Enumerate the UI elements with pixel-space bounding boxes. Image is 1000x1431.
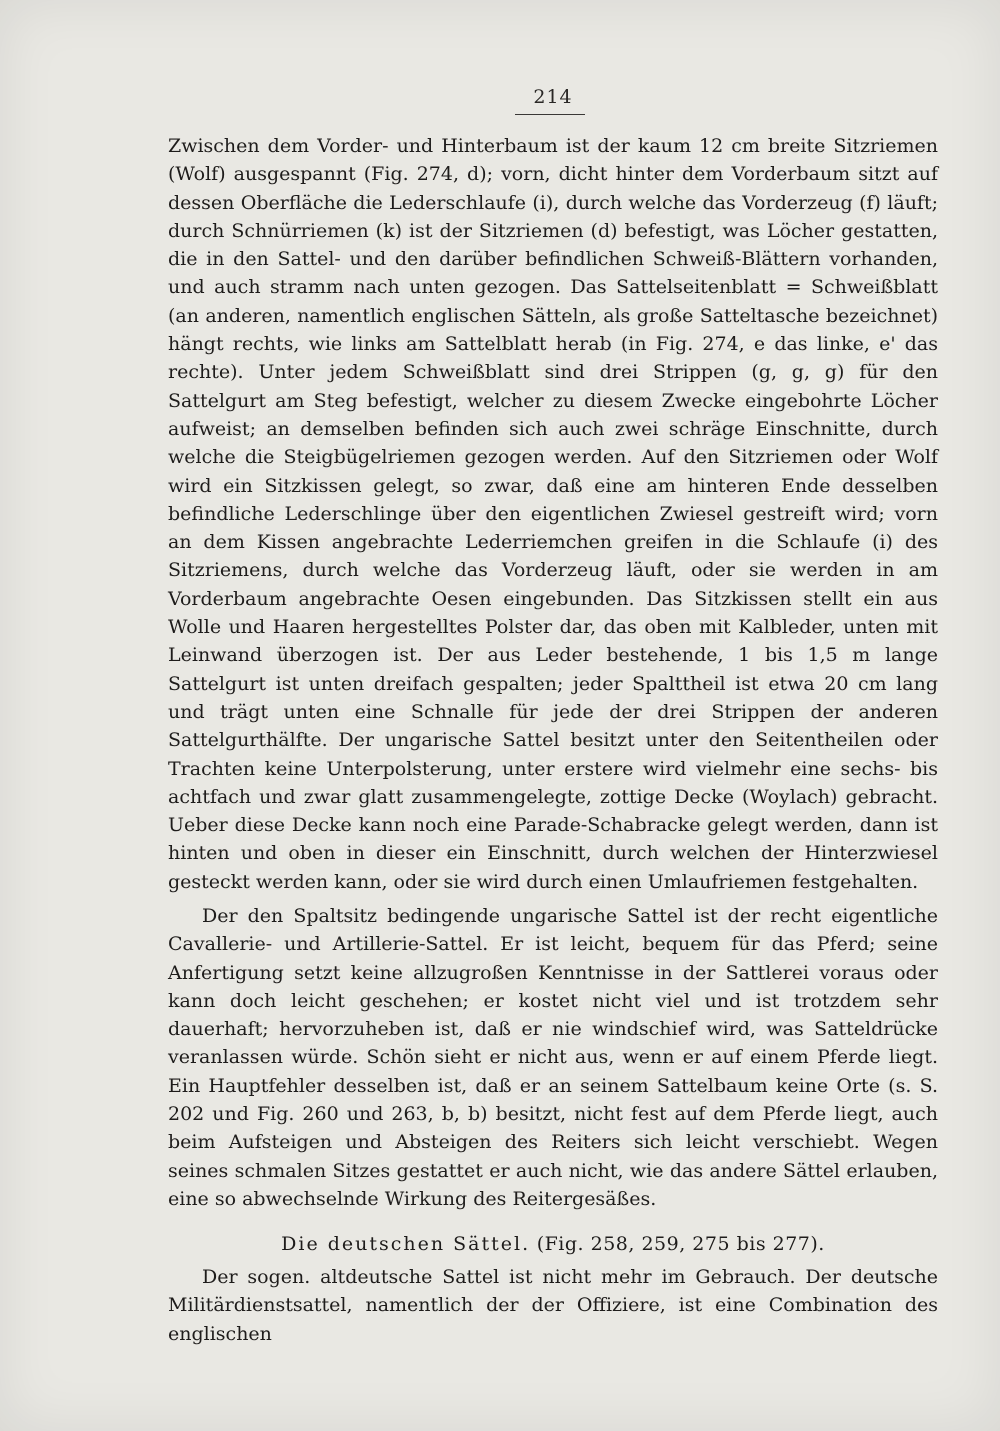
page-number: 214	[533, 86, 573, 108]
section-heading	[168, 1233, 938, 1255]
section-title: Die deutschen Sättel.	[281, 1233, 531, 1255]
paragraph-german-saddle: Der sogen. altdeutsche Sattel ist nicht mehr im Gebrauch. Der deutsche Militärdienstsattel, namentlich der der Offiziere, ist eine Combination des englischen	[168, 1266, 938, 1345]
main-text-continued	[168, 902, 938, 1213]
paragraph-saddle-construction: Zwischen dem Vorder- und Hinterbaum ist der kaum 12 cm breite Sitzriemen (Wolf) ausgespannt (Fig. 274, d); vorn, dicht hinter dem Vorderbaum sitzt auf dessen Oberfläche die Lederschlaufe (i), durch welche das Vorderzeug (f) läuft; durch Schnürriemen (k) ist der Sitzriemen (d) befestigt, was Löcher gestatten, die in den Sattel- und den darüber befindlichen Schweiß-Blättern vorhanden, und auch stramm nach unten gezogen. Das Sattelseitenblatt = Schweißblatt (an anderen, namentlich englischen Sätteln, als große Satteltasche bezeichnet) hängt rechts, wie links am Sattelblatt herab (in Fig. 274, e das linke, e' das rechte). Unter jedem Schweißblatt sind drei Strippen (g, g, g) für den Sattelgurt am Steg befestigt, welcher zu diesem Zwecke eingebohrte Löcher aufweist; an demselben befinden sich auch zwei schräge Einschnitte, durch welche die Steigbügelriemen gezogen werden. Auf den Sitzriemen oder Wolf wird ein Sitzkissen gelegt, so zwar, daß eine am hinteren Ende desselben befindliche Lederschlinge über den eigentlichen Zwiesel gestreift wird; vorn an dem Kissen angebrachte Lederriemchen greifen in die Schlaufe (i) des Sitzriemens, durch welche das Vorderzeug läuft, oder sie werden in am Vorderbaum angebrachte Oesen eingebunden. Das Sitzkissen stellt ein aus Wolle und Haaren hergestelltes Polster dar, das oben mit Kalbleder, unten mit Leinwand überzogen ist. Der aus Leder bestehende, 1 bis 1,5 m lange Sattelgurt ist unten dreifach gespalten; jeder Spalttheil ist etwa 20 cm lang und trägt unten eine Schnalle für jede der drei Strippen der anderen Sattelgurthälfte. Der ungarische Sattel besitzt unter den Seitentheilen oder Trachten keine Unterpolsterung, unter erstere wird vielmehr eine sechs- bis achtfach und zwar glatt zusammengelegte, zottige Decke (Woylach) gebracht. Ueber diese Decke kann noch eine Parade-Schabracke gelegt werden, dann ist hinten und oben in dieser ein Einschnitt, durch welchen der Hinterzwiesel gesteckt werden kann, oder sie wird durch einen Umlaufriemen festgehalten.	[168, 135, 938, 893]
section-text	[168, 1263, 938, 1348]
main-text	[168, 132, 938, 896]
paragraph-hungarian-saddle: Der den Spaltsitz bedingende ungarische Sattel ist der recht eigentliche Cavallerie- und Artillerie-Sattel. Er ist leicht, bequem für das Pferd; seine Anfertigung setzt keine allzugroßen Kenntnisse in der Sattlerei voraus oder kann doch leicht geschehen; er kostet nicht viel und ist trotzdem sehr dauerhaft; hervorzuheben ist, daß er nie windschief wird, was Satteldrücke veranlassen würde. Schön sieht er nicht aus, wenn er auf einem Pferde liegt. Ein Hauptfehler desselben ist, daß er an seinem Sattelbaum keine Orte (s. S. 202 und Fig. 260 und 263, b, b) besitzt, nicht fest auf dem Pferde liegt, auch beim Aufsteigen und Absteigen des Reiters sich leicht verschiebt. Wegen seines schmalen Sitzes gestattet er auch nicht, wie das andere Sättel erlauben, eine so abwechselnde Wirkung des Reitergesäßes.	[168, 905, 938, 1210]
section-reference: (Fig. 258, 259, 275 bis 277).	[536, 1233, 825, 1255]
page-number-rule	[515, 114, 585, 115]
